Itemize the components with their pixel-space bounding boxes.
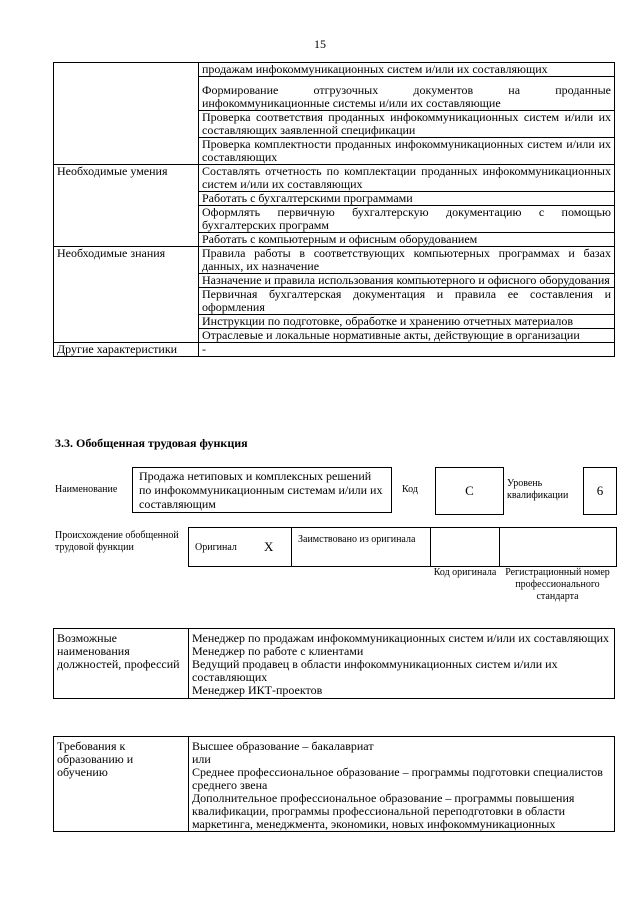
table-cell: Правила работы в соответствующих компьютерных программах и базах данных, их назначение bbox=[199, 247, 615, 274]
table-cell: Оформлять первичную бухгалтерскую документацию с помощью бухгалтерских программ bbox=[199, 206, 615, 233]
level-value-box: 6 bbox=[583, 467, 617, 515]
row-label bbox=[54, 63, 199, 165]
list-item: Дополнительное профессиональное образование – программы повышения квалификации, программы профессиональной переподготовки в области маркетинга, менеджмента, экономики, новых инфокоммуникационных bbox=[192, 791, 575, 831]
page-number: 15 bbox=[314, 37, 326, 51]
table-row bbox=[54, 165, 615, 192]
code-label: Код bbox=[402, 484, 418, 495]
list-item: или bbox=[192, 752, 211, 766]
reg-number-label: Регистрационный номер профессионального стандарта bbox=[505, 567, 610, 602]
original-mark: X bbox=[264, 539, 274, 554]
table-row bbox=[54, 63, 615, 77]
code-value-box: C bbox=[435, 467, 504, 515]
table-row bbox=[54, 629, 615, 699]
list-item: Менеджер ИКТ-проектов bbox=[192, 683, 323, 697]
table-cell: Работать с компьютерным и офисным оборудованием bbox=[199, 233, 615, 247]
original-cell bbox=[188, 527, 292, 567]
table-cell: продажам инфокоммуникационных систем и/или их составляющих bbox=[199, 63, 615, 77]
education-table bbox=[53, 736, 615, 832]
table-cell: Проверка соответствия проданных инфокоммуникационных систем и/или их составляющих заявленной спецификации bbox=[199, 111, 615, 138]
borrowed-label: Заимствовано из оригинала bbox=[298, 534, 416, 545]
code-orig-label: Код оригинала bbox=[433, 567, 497, 578]
borrowed-cell bbox=[291, 527, 431, 567]
list-item: Ведущий продавец в области инфокоммуникационных систем и/или их составляющих bbox=[192, 657, 558, 684]
positions-table bbox=[53, 628, 615, 699]
positions-label: Возможные наименования должностей, профессий bbox=[54, 629, 189, 699]
positions-list bbox=[189, 629, 615, 699]
row-label: Необходимые умения bbox=[54, 165, 199, 247]
origin-label: Происхождение обобщенной трудовой функции bbox=[55, 530, 179, 553]
section-title: 3.3. Обобщенная трудовая функция bbox=[55, 436, 248, 450]
education-list bbox=[189, 737, 615, 832]
list-item: Менеджер по продажам инфокоммуникационных систем и/или их составляющих bbox=[192, 631, 610, 645]
skills-table bbox=[53, 62, 615, 357]
table-cell: Первичная бухгалтерская документация и правила ее составления и оформления bbox=[199, 288, 615, 315]
table-cell: - bbox=[199, 343, 615, 357]
list-item: Высшее образование – бакалавриат bbox=[192, 739, 374, 753]
name-label: Наименование bbox=[55, 484, 118, 495]
table-row bbox=[54, 737, 615, 832]
table-cell: Проверка комплектности проданных инфокоммуникационных систем и/или их составляющих bbox=[199, 138, 615, 165]
table-cell: Формирование отгрузочных документов на проданные инфокоммуникационные системы и/или их составляющие bbox=[199, 77, 615, 111]
education-label: Требования к образованию и обучению bbox=[54, 737, 189, 832]
table-cell: Работать с бухгалтерскими программами bbox=[199, 192, 615, 206]
list-item: Среднее профессиональное образование – программы подготовки специалистов среднего звена bbox=[192, 765, 603, 792]
table-cell: Составлять отчетность по комплектации проданных инфокоммуникационных систем и/или их составляющих bbox=[199, 165, 615, 192]
code-orig-cell bbox=[430, 527, 500, 567]
original-label: Оригинал bbox=[195, 542, 237, 553]
name-value-box: Продажа нетиповых и комплексных решений по инфокоммуникационным системам и/или их составляющим bbox=[132, 467, 392, 513]
row-label: Другие характеристики bbox=[54, 343, 199, 357]
table-cell: Отраслевые и локальные нормативные акты, действующие в организации bbox=[199, 329, 615, 343]
table-row bbox=[54, 247, 615, 274]
table-cell: Инструкции по подготовке, обработке и хранению отчетных материалов bbox=[199, 315, 615, 329]
reg-number-cell bbox=[499, 527, 617, 567]
table-cell: Назначение и правила использования компьютерного и офисного оборудования bbox=[199, 274, 615, 288]
list-item: Менеджер по работе с клиентами bbox=[192, 644, 364, 658]
level-label: Уровень квалификации bbox=[507, 478, 569, 501]
row-label: Необходимые знания bbox=[54, 247, 199, 343]
table-row bbox=[54, 343, 615, 357]
